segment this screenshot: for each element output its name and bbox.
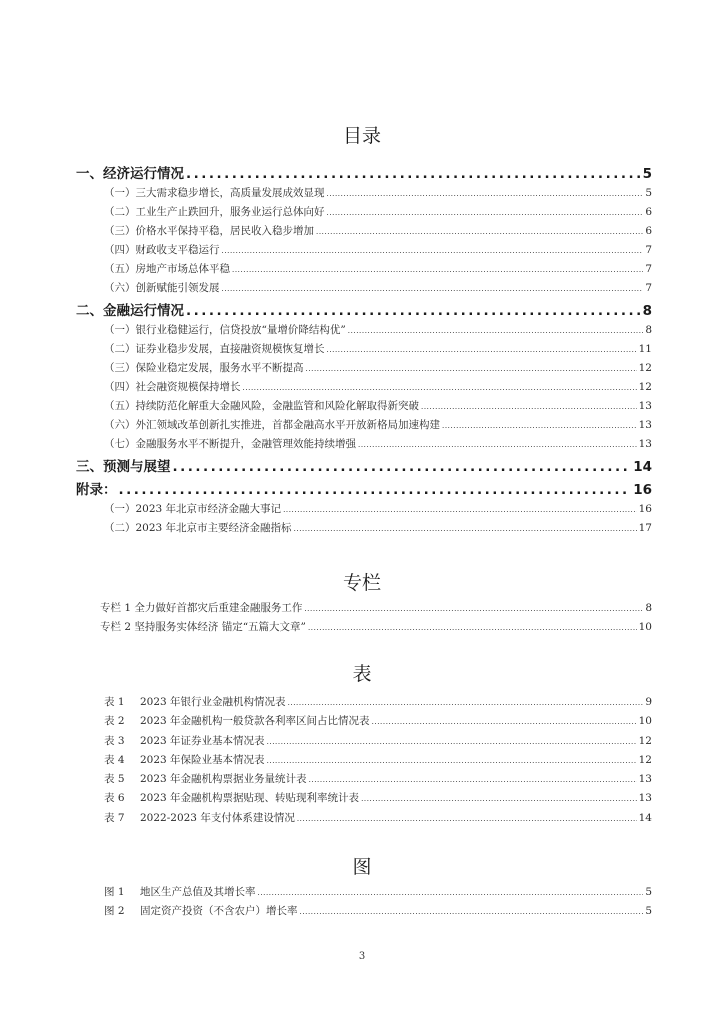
toc-page-number: 5 [642,166,652,182]
table-entry-label [104,694,286,709]
table-entry-label [104,752,265,767]
toc-title: 目录 [342,125,381,147]
toc-page-number: 16 [633,482,652,498]
toc-item-label: （五）房地产市场总体平稳 [104,263,230,275]
toc-item-row[interactable] [76,379,652,398]
dot-leader [283,506,637,514]
page-number: 3 [358,951,366,962]
figure-page-number: 5 [645,905,652,918]
column-row[interactable] [76,600,652,619]
dot-leader [358,441,637,449]
table-page-number: 9 [645,696,652,708]
column-row[interactable] [76,619,652,638]
toc-list [76,162,652,539]
figure-entry-label [104,884,256,899]
figure-title: 固定资产投资（不含农户）增长率 [140,905,298,918]
toc-item-row[interactable] [76,242,652,261]
toc-section-label: 三、预测与展望 [76,459,171,475]
toc-page-number: 7 [645,244,652,256]
table-prefix: 表 7 [104,811,125,824]
toc-section-label: 一、经济运行情况 [76,166,184,182]
dot-leader [173,459,632,475]
toc-page-number: 5 [645,187,652,199]
dot-leader [222,247,644,255]
toc-item-label: （二）工业生产止跌回升，服务业运行总体向好 [104,206,325,218]
dot-leader [186,166,641,182]
table-entry-label [104,810,295,825]
table-row[interactable] [76,790,652,809]
toc-item-label: （三）价格水平保持平稳，居民收入稳步增加 [104,225,314,237]
table-title: 2023 年银行业金融机构情况表 [140,696,286,708]
table-entry-label [104,733,265,748]
figures-title: 图 [352,856,372,878]
table-title: 2022-2023 年支付体系建设情况 [140,811,295,824]
dot-leader [316,228,643,236]
dot-leader [186,303,641,319]
table-prefix: 表 6 [104,792,125,805]
toc-item-label: （二）证券业稳步发展，直接融资规模恢复增长 [104,343,325,355]
figure-row[interactable] [76,884,652,903]
dot-leader [300,908,644,916]
dot-leader [309,776,637,784]
toc-section-label: 二、金融运行情况 [76,303,184,319]
toc-item-row[interactable] [76,398,652,417]
dot-leader [327,190,644,198]
toc-section-label: 附录： [76,482,117,498]
table-row[interactable] [76,733,652,752]
figure-prefix: 图 2 [104,905,125,918]
table-entry-label [104,790,359,805]
toc-item-label: （五）持续防范化解重大金融风险，金融监管和风险化解取得新突破 [104,400,419,412]
column-label: 专栏 1 全力做好首都灾后重建金融服务工作 [100,602,303,614]
toc-item-row[interactable] [76,341,652,360]
dot-leader [297,815,637,823]
toc-item-label: （七）金融服务水平不断提升，金融管理效能持续增强 [104,438,356,450]
toc-page-number: 12 [638,362,652,374]
column-label: 专栏 2 坚持服务实体经济 锚定“五篇大文章” [100,621,306,633]
table-page-number: 12 [638,753,652,766]
toc-item-row[interactable] [76,520,652,539]
table-title: 2023 年证券业基本情况表 [140,734,265,747]
dot-leader [294,525,637,533]
columns-title: 专栏 [342,572,381,594]
table-page-number: 12 [638,734,652,747]
figure-prefix: 图 1 [104,886,125,898]
toc-item-label: （一）三大需求稳步增长，高质量发展成效显现 [104,187,325,199]
toc-section-row[interactable] [76,162,652,185]
table-page-number: 13 [638,773,652,786]
table-prefix: 表 1 [104,696,125,708]
table-title: 2023 年保险业基本情况表 [140,753,265,766]
table-prefix: 表 4 [104,753,125,766]
dot-leader [306,365,637,373]
tables-list [76,694,652,829]
toc-page-number: 17 [638,522,652,534]
toc-page-number: 14 [633,459,652,475]
toc-item-label: （六）创新赋能引领发展 [104,282,220,294]
toc-item-label: （三）保险业稳定发展，服务水平不断提高 [104,362,304,374]
toc-item-row[interactable] [76,360,652,379]
dot-leader [421,403,637,411]
toc-item-row[interactable] [76,322,652,341]
table-row[interactable] [76,771,652,790]
toc-item-label: （四）社会融资规模保持增长 [104,381,241,393]
table-prefix: 表 3 [104,734,125,747]
dot-leader [304,605,643,613]
table-row[interactable] [76,694,652,713]
toc-page-number: 8 [642,303,652,319]
toc-section-row[interactable] [76,299,652,322]
toc-item-row[interactable] [76,185,652,204]
dot-leader [361,795,637,803]
table-title: 2023 年金融机构一般贷款各利率区间占比情况表 [140,715,370,728]
dot-leader [327,346,637,354]
dot-leader [442,422,637,430]
toc-page-number: 6 [645,225,652,237]
table-row[interactable] [76,810,652,829]
figure-row[interactable] [76,903,652,922]
dot-leader [258,889,644,897]
toc-item-row[interactable] [76,501,652,520]
dot-leader [267,757,637,765]
columns-list [76,600,652,638]
table-page-number: 13 [638,792,652,805]
tables-title: 表 [352,663,372,685]
dot-leader [222,285,644,293]
table-prefix: 表 5 [104,773,125,786]
toc-page-number: 6 [645,206,652,218]
dot-leader [308,624,637,632]
figure-page-number: 5 [645,886,652,898]
table-row[interactable] [76,713,652,732]
toc-item-label: （一）银行业稳健运行，信贷投放“量增价降结构优” [104,324,346,336]
dot-leader [119,482,632,498]
dot-leader [327,209,644,217]
toc-item-row[interactable] [76,204,652,223]
figure-entry-label [104,903,298,918]
toc-item-label: （一）2023 年北京市经济金融大事记 [104,503,282,515]
toc-page-number: 8 [645,324,652,336]
table-title: 2023 年金融机构票据业务量统计表 [140,773,307,786]
dot-leader [267,738,637,746]
figure-title: 地区生产总值及其增长率 [140,886,256,898]
table-entry-label [104,771,307,786]
toc-item-label: （六）外汇领域改革创新扎实推进，首都金融高水平开放新格局加速构建 [104,419,440,431]
toc-item-row[interactable] [76,436,652,455]
toc-page-number: 7 [645,282,652,294]
toc-section-row[interactable] [76,478,652,501]
table-row[interactable] [76,752,652,771]
toc-item-label: （四）财政收支平稳运行 [104,244,220,256]
column-page-number: 10 [638,621,652,633]
toc-item-row[interactable] [76,261,652,280]
table-prefix: 表 2 [104,715,125,728]
toc-item-row[interactable] [76,223,652,242]
dot-leader [288,699,644,707]
table-page-number: 10 [638,715,652,728]
toc-page-number: 16 [638,503,652,515]
toc-page-number: 13 [638,419,652,431]
toc-page-number: 13 [638,400,652,412]
dot-leader [232,266,643,274]
dot-leader [348,327,644,335]
toc-page-number: 7 [645,263,652,275]
toc-section-row[interactable] [76,455,652,478]
toc-page-number: 11 [638,343,652,355]
toc-page-number: 13 [638,438,652,450]
toc-item-row[interactable] [76,417,652,436]
table-page-number: 14 [638,811,652,824]
table-title: 2023 年金融机构票据贴现、转贴现利率统计表 [140,792,360,805]
table-entry-label [104,713,370,728]
dot-leader [243,384,637,392]
dot-leader [372,718,637,726]
toc-page-number: 12 [638,381,652,393]
toc-item-row[interactable] [76,280,652,299]
column-page-number: 8 [645,602,652,614]
figures-list [76,884,652,923]
toc-item-label: （二）2023 年北京市主要经济金融指标 [104,522,292,534]
